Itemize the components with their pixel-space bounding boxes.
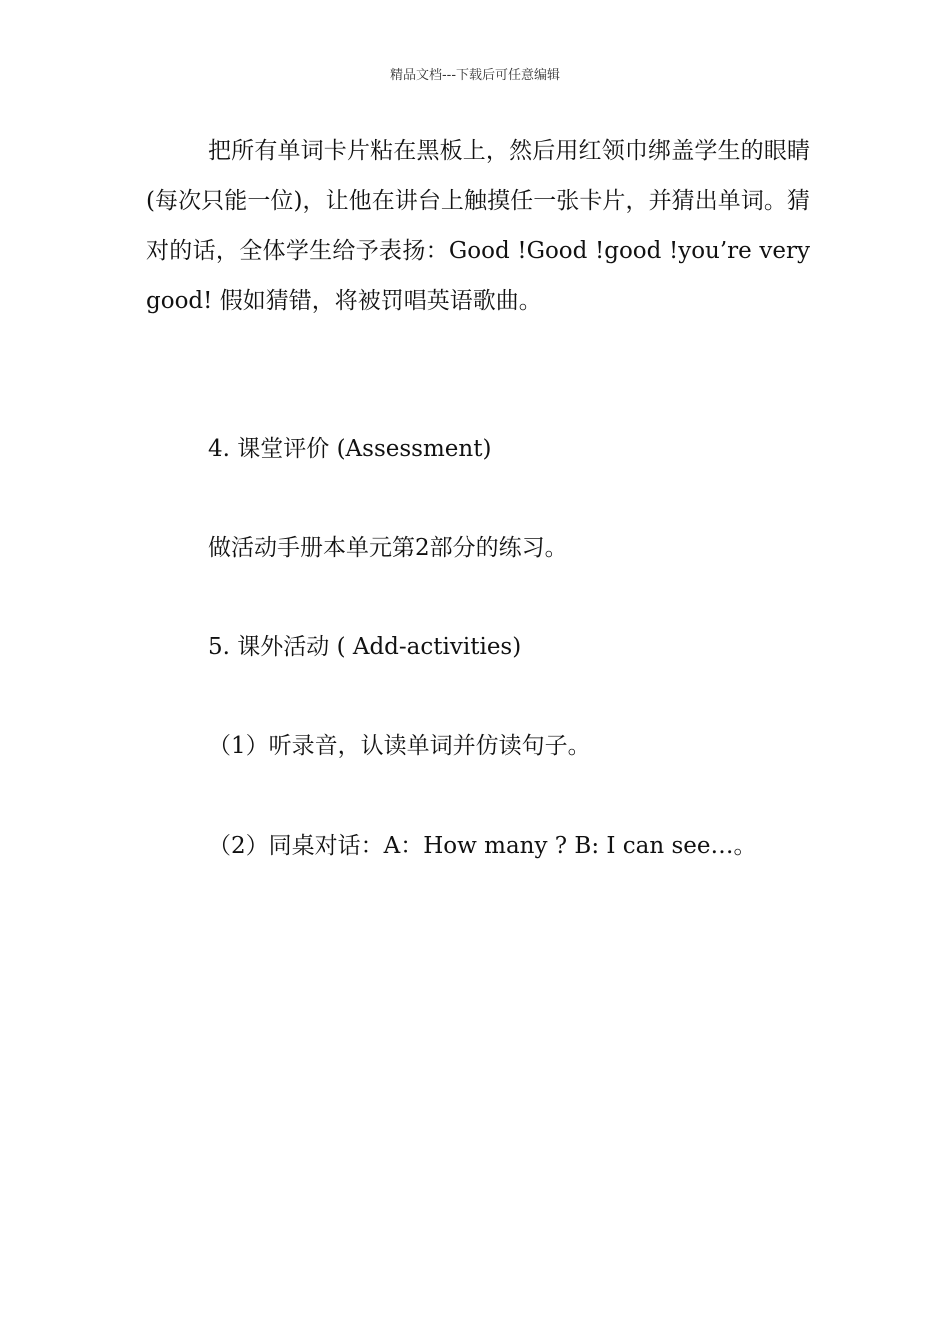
section-4-heading: 4. 课堂评价 (Assessment) xyxy=(208,436,492,462)
section-4-text: 做活动手册本单元第2部分的练习。 xyxy=(208,535,568,561)
activity-paragraph: 把所有单词卡片粘在黑板上，然后用红领巾绑盖学生的眼睛(每次只能一位)，让他在讲台上触摸任一张卡片，并猜出单词。猜对的话，全体学生给予表扬：Good !Good !good !you’re very good! 假如猜错，将被罚唱英语歌曲。 xyxy=(146,138,810,314)
page-header: 精品文档---下载后可任意编辑 xyxy=(389,68,561,83)
list-item-2: （2）同桌对话：A：How many ? B: I can see…。 xyxy=(208,833,757,859)
section-5-heading: 5. 课外活动 ( Add-activities) xyxy=(208,634,522,660)
list-item-1: （1）听录音，认读单词并仿读句子。 xyxy=(208,733,591,759)
